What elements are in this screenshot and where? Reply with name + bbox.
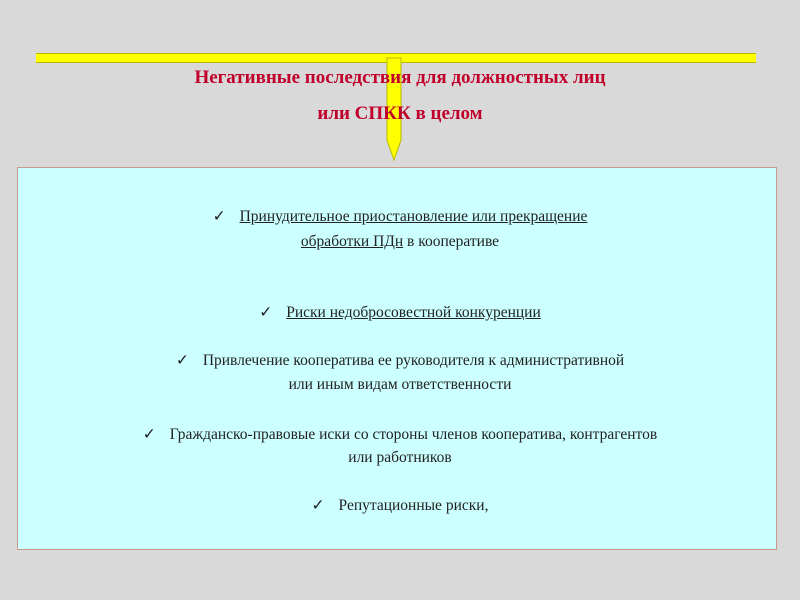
item-3-line1: Привлечение кооператива ее руководителя к административной [202,352,625,369]
check-icon: ✓ [175,351,189,369]
item-1-line1: Принудительное приостановление или прекращение [239,208,588,225]
item-5-line1: Репутационные риски, [338,497,489,514]
item-4-line1: Гражданско-правовые иски со стороны членов кооператива, контрагентов [169,426,658,443]
list-item-1-cont [0,231,800,252]
list-item-5 [0,495,800,516]
list-item-3-cont [0,374,800,395]
item-1-line2-rest: в кооперативе [403,233,500,250]
page-title-line1: Негативные последствия для должностных лиц [194,67,606,88]
list-item-4 [0,424,800,445]
item-4-line2: или работников [348,449,452,466]
list-item-2 [0,302,800,323]
page-title-line2: или СПКК в целом [317,103,483,124]
list-item-3 [0,350,800,371]
check-icon: ✓ [259,303,273,321]
check-icon: ✓ [212,207,226,225]
item-1-line2-underlined: обработки ПДн [300,233,404,250]
item-2-line1: Риски недобросовестной конкуренции [286,304,541,321]
list-item-4-cont [0,447,800,468]
item-3-line2: или иным видам ответственности [288,376,512,393]
list-item-1 [0,206,800,227]
check-icon: ✓ [142,425,156,443]
check-icon: ✓ [311,496,325,514]
